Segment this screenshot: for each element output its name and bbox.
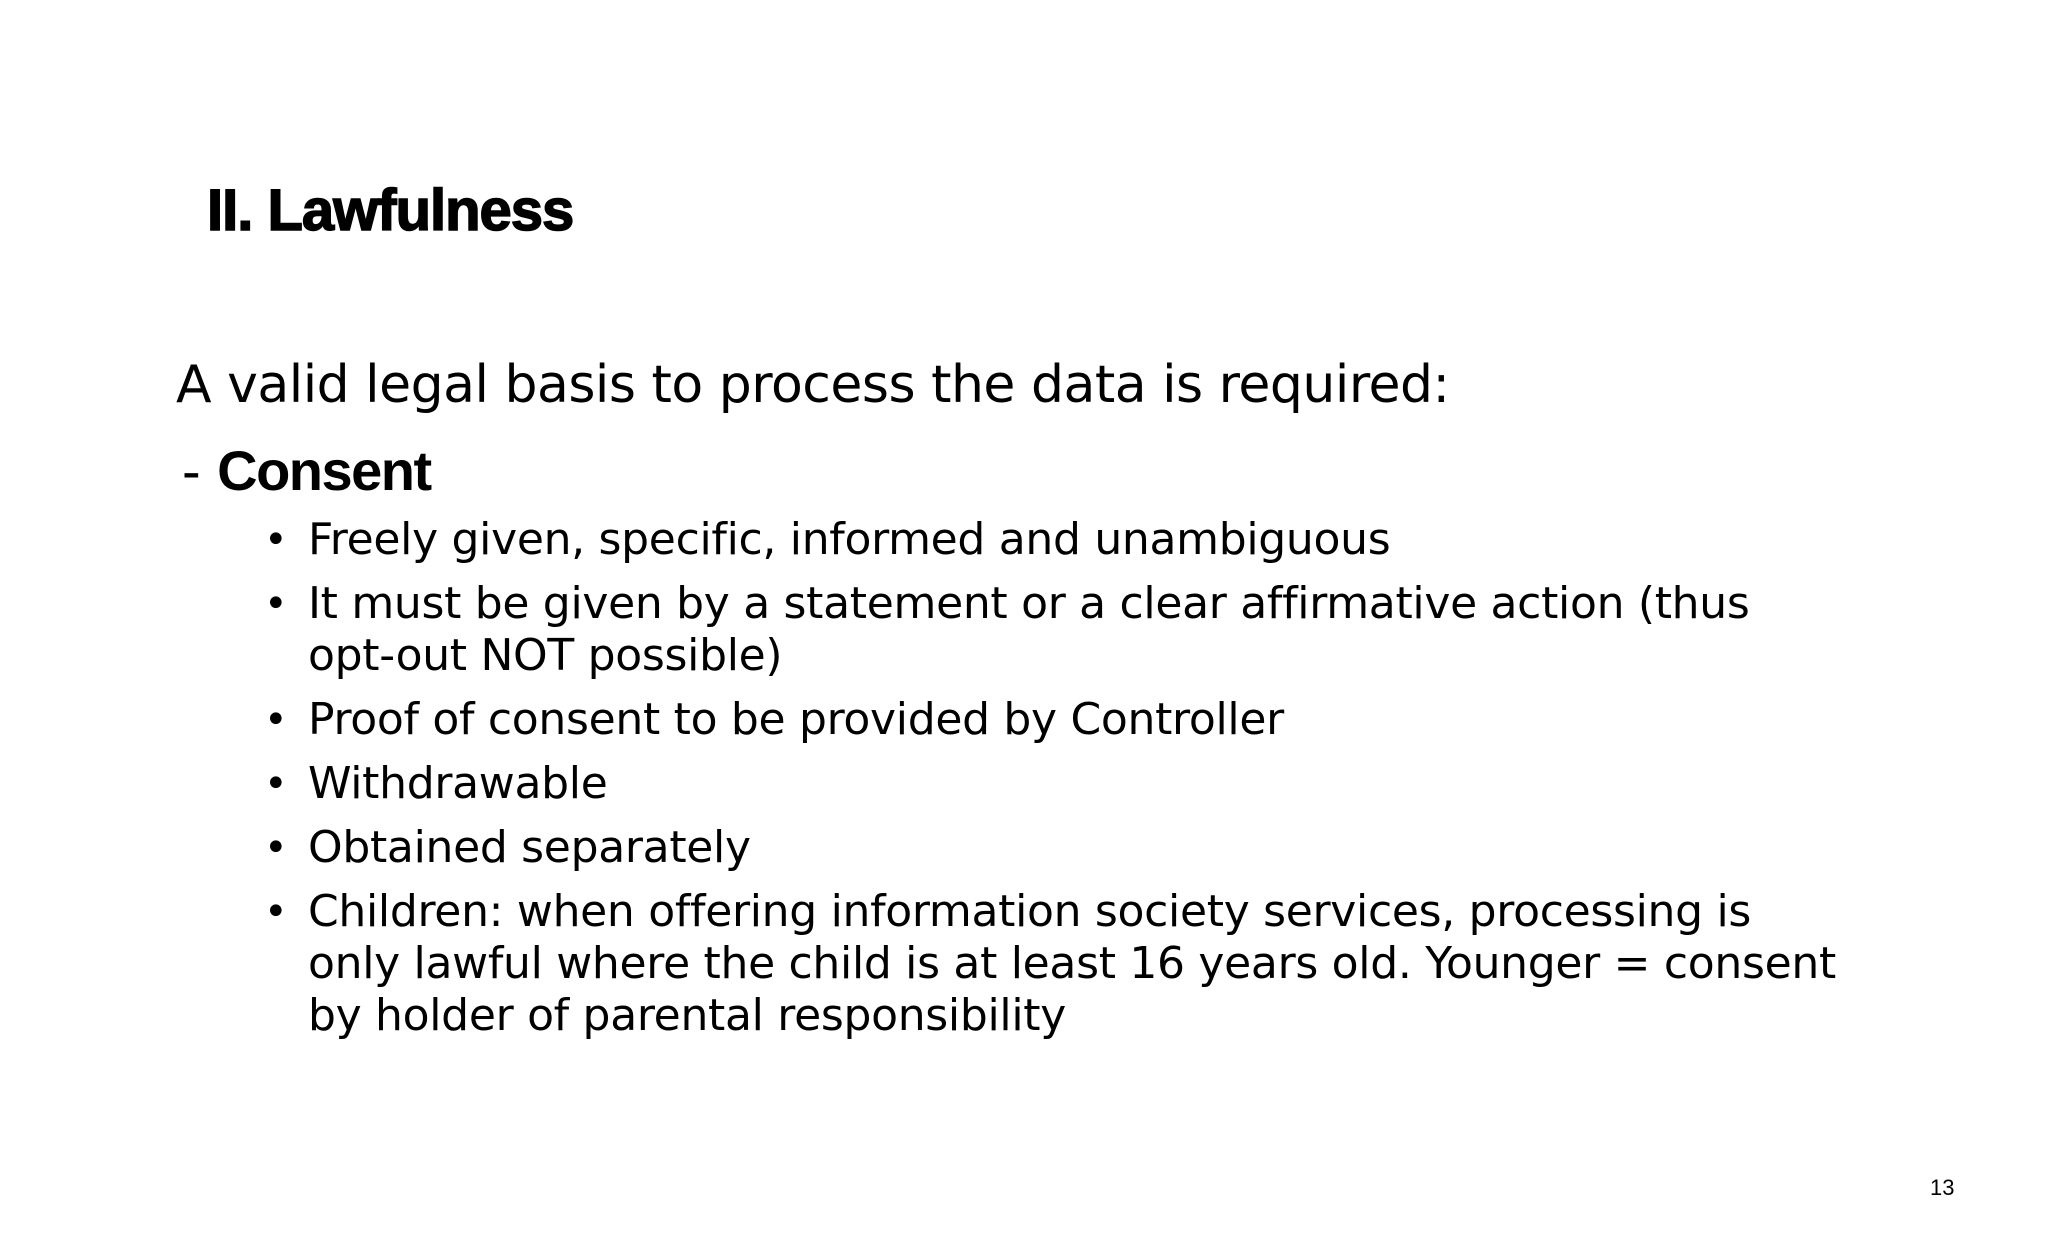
bullet-icon: • — [264, 697, 288, 743]
list-item — [264, 514, 1844, 566]
list-item-text: Withdrawable — [308, 758, 608, 809]
list-item — [264, 822, 1844, 874]
list-item — [264, 886, 1844, 1042]
list-item-text: Obtained separately — [308, 822, 751, 873]
bullet-list — [264, 514, 1844, 1054]
subheading — [182, 436, 431, 506]
bullet-icon: • — [264, 825, 288, 871]
list-item-text: Children: when offering information society services, processing is only lawful where the child is at least 16 years old. Younger = consent by holder of parental responsibility — [308, 886, 1836, 1041]
list-item-text: Proof of consent to be provided by Controller — [308, 694, 1284, 745]
subheading-label: Consent — [217, 439, 431, 502]
list-item — [264, 758, 1844, 810]
bullet-icon: • — [264, 581, 288, 627]
slide-title: II. Lawfulness — [207, 178, 574, 243]
list-item — [264, 694, 1844, 746]
bullet-icon: • — [264, 517, 288, 563]
bullet-icon: • — [264, 889, 288, 935]
intro-text: A valid legal basis to process the data is required: — [176, 355, 1450, 415]
bullet-icon: • — [264, 761, 288, 807]
list-item — [264, 578, 1844, 682]
subheading-dash: - — [182, 439, 200, 502]
page-number: 13 — [1930, 1175, 1955, 1200]
list-item-text: It must be given by a statement or a clear affirmative action (thus opt-out NOT possible) — [308, 578, 1750, 681]
list-item-text: Freely given, specific, informed and unambiguous — [308, 514, 1391, 565]
